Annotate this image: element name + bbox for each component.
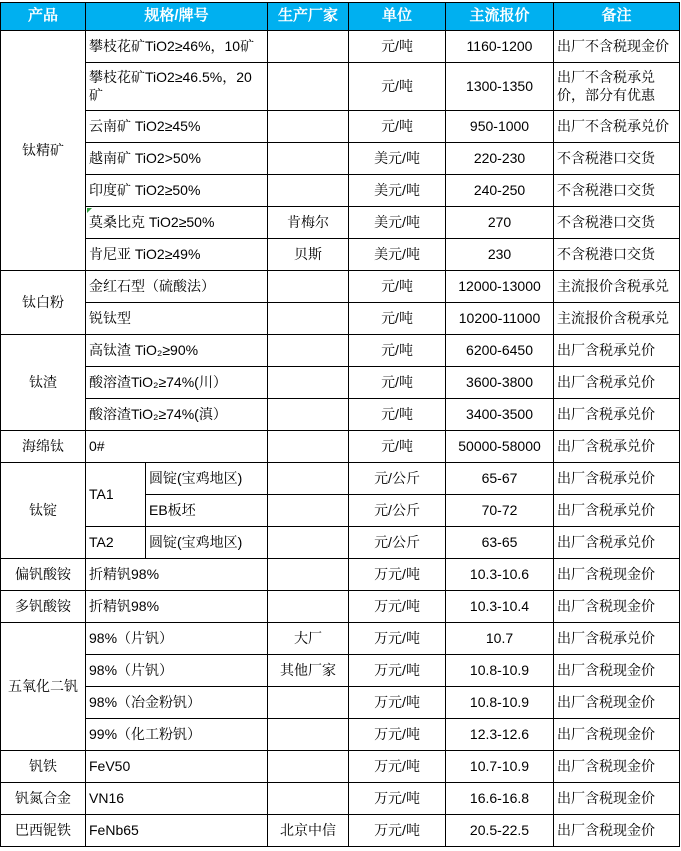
col-header-spec: 规格/牌号 (86, 3, 268, 31)
unit-cell: 万元/吨 (349, 623, 446, 655)
price-cell: 10200-11000 (446, 303, 554, 335)
note-cell: 出厂含税现金价 (554, 783, 680, 815)
price-cell: 65-67 (446, 463, 554, 495)
table-row (1, 431, 680, 463)
spec-cell: 98%（片钒） (86, 655, 268, 687)
manufacturer-cell (268, 719, 349, 751)
manufacturer-cell (268, 335, 349, 367)
manufacturer-cell: 肯梅尔 (268, 207, 349, 239)
price-cell: 10.8-10.9 (446, 687, 554, 719)
table-row (1, 751, 680, 783)
note-cell: 出厂不含税承兑价 (554, 111, 680, 143)
unit-cell: 万元/吨 (349, 687, 446, 719)
table-row (1, 463, 680, 495)
note-cell: 出厂含税承兑价 (554, 495, 680, 527)
table-row (1, 623, 680, 655)
table-row (1, 367, 680, 399)
product-group-cell: 钛精矿 (1, 31, 86, 271)
manufacturer-cell: 大厂 (268, 623, 349, 655)
cell-comment-flag-icon (87, 208, 92, 213)
price-cell: 10.7-10.9 (446, 751, 554, 783)
col-header-manufacturer: 生产厂家 (268, 3, 349, 31)
spec-cell: 98%（片钒） (86, 623, 268, 655)
table-row (1, 303, 680, 335)
spec-cell: EB板坯 (146, 495, 268, 527)
note-cell: 出厂不含税承兑价，部分有优惠 (554, 63, 680, 111)
manufacturer-cell (268, 63, 349, 111)
unit-cell: 万元/吨 (349, 559, 446, 591)
spec-cell: 0# (86, 431, 268, 463)
product-group-cell: 钛渣 (1, 335, 86, 431)
note-cell: 主流报价含税承兑 (554, 271, 680, 303)
spec-cell: 攀枝花矿TiO2≥46%，10矿 (86, 31, 268, 63)
manufacturer-cell (268, 111, 349, 143)
spec-cell: 折精钒98% (86, 591, 268, 623)
unit-cell: 元/吨 (349, 303, 446, 335)
unit-cell: 元/吨 (349, 63, 446, 111)
manufacturer-cell (268, 367, 349, 399)
table-row (1, 143, 680, 175)
manufacturer-cell (268, 175, 349, 207)
note-cell: 出厂含税现金价 (554, 751, 680, 783)
note-cell: 出厂含税承兑价 (554, 367, 680, 399)
note-cell: 出厂含税现金价 (554, 719, 680, 751)
price-cell: 3600-3800 (446, 367, 554, 399)
table-row (1, 655, 680, 687)
unit-cell: 万元/吨 (349, 655, 446, 687)
manufacturer-cell (268, 303, 349, 335)
unit-cell: 万元/吨 (349, 751, 446, 783)
table-row (1, 399, 680, 431)
price-cell: 230 (446, 239, 554, 271)
table-row (1, 63, 680, 111)
table-row (1, 687, 680, 719)
unit-cell: 元/吨 (349, 335, 446, 367)
spec-cell: 云南矿 TiO2≥45% (86, 111, 268, 143)
note-cell: 出厂含税承兑价 (554, 335, 680, 367)
spec-cell (86, 207, 268, 239)
manufacturer-cell: 其他厂家 (268, 655, 349, 687)
note-cell: 不含税港口交货 (554, 143, 680, 175)
grade-cell: TA2 (86, 527, 146, 559)
table-row (1, 559, 680, 591)
note-cell: 主流报价含税承兑 (554, 303, 680, 335)
note-cell: 出厂含税现金价 (554, 655, 680, 687)
price-cell: 1300-1350 (446, 63, 554, 111)
product-group-cell: 钛白粉 (1, 271, 86, 335)
unit-cell: 元/公斤 (349, 527, 446, 559)
col-header-price: 主流报价 (446, 3, 554, 31)
spec-cell: 金红石型（硫酸法） (86, 271, 268, 303)
note-cell: 不含税港口交货 (554, 175, 680, 207)
price-cell: 6200-6450 (446, 335, 554, 367)
table-row (1, 239, 680, 271)
manufacturer-cell (268, 463, 349, 495)
header-row (1, 3, 680, 31)
unit-cell: 万元/吨 (349, 815, 446, 847)
price-cell: 270 (446, 207, 554, 239)
price-cell: 50000-58000 (446, 431, 554, 463)
unit-cell: 元/公斤 (349, 495, 446, 527)
spec-cell: 锐钛型 (86, 303, 268, 335)
table-row (1, 815, 680, 847)
manufacturer-cell (268, 399, 349, 431)
spec-cell: 高钛渣 TiO₂≥90% (86, 335, 268, 367)
spec-cell: 折精钒98% (86, 559, 268, 591)
unit-cell: 美元/吨 (349, 175, 446, 207)
unit-cell: 元/吨 (349, 431, 446, 463)
table-row (1, 31, 680, 63)
note-cell: 出厂含税承兑价 (554, 623, 680, 655)
price-cell: 3400-3500 (446, 399, 554, 431)
spec-cell: 圆锭(宝鸡地区) (146, 527, 268, 559)
spec-cell: 酸溶渣TiO₂≥74%(滇） (86, 399, 268, 431)
grade-cell: TA1 (86, 463, 146, 527)
note-cell: 出厂含税现金价 (554, 815, 680, 847)
price-table (0, 2, 680, 847)
spec-cell: VN16 (86, 783, 268, 815)
unit-cell: 万元/吨 (349, 719, 446, 751)
manufacturer-cell (268, 527, 349, 559)
note-cell: 不含税港口交货 (554, 207, 680, 239)
price-cell: 16.6-16.8 (446, 783, 554, 815)
product-group-cell: 钒氮合金 (1, 783, 86, 815)
price-cell: 10.3-10.4 (446, 591, 554, 623)
manufacturer-cell (268, 559, 349, 591)
product-group-cell: 多钒酸铵 (1, 591, 86, 623)
page (0, 2, 681, 851)
unit-cell: 元/吨 (349, 399, 446, 431)
note-cell: 出厂含税承兑价 (554, 399, 680, 431)
price-cell: 240-250 (446, 175, 554, 207)
unit-cell: 元/吨 (349, 31, 446, 63)
spec-cell: 98%（冶金粉钒） (86, 687, 268, 719)
price-cell: 70-72 (446, 495, 554, 527)
product-group-cell: 五氧化二钒 (1, 623, 86, 751)
unit-cell: 美元/吨 (349, 239, 446, 271)
spec-cell: 攀枝花矿TiO2≥46.5%，20矿 (86, 63, 268, 111)
note-cell: 出厂含税承兑价 (554, 527, 680, 559)
col-header-note: 备注 (554, 3, 680, 31)
table-row (1, 111, 680, 143)
spec-cell: FeV50 (86, 751, 268, 783)
unit-cell: 元/吨 (349, 367, 446, 399)
unit-cell: 美元/吨 (349, 207, 446, 239)
table-row (1, 175, 680, 207)
table-row (1, 207, 680, 239)
price-cell: 12.3-12.6 (446, 719, 554, 751)
unit-cell: 万元/吨 (349, 783, 446, 815)
table-row (1, 719, 680, 751)
price-cell: 10.3-10.6 (446, 559, 554, 591)
manufacturer-cell (268, 31, 349, 63)
unit-cell: 美元/吨 (349, 143, 446, 175)
manufacturer-cell (268, 751, 349, 783)
table-row (1, 271, 680, 303)
note-cell: 出厂含税现金价 (554, 591, 680, 623)
manufacturer-cell (268, 271, 349, 303)
note-cell: 出厂含税承兑价 (554, 463, 680, 495)
note-cell: 出厂不含税现金价 (554, 31, 680, 63)
col-header-product: 产品 (1, 3, 86, 31)
spec-cell: FeNb65 (86, 815, 268, 847)
manufacturer-cell (268, 783, 349, 815)
product-group-cell: 巴西铌铁 (1, 815, 86, 847)
manufacturer-cell (268, 143, 349, 175)
unit-cell: 万元/吨 (349, 591, 446, 623)
table-row (1, 591, 680, 623)
spec-cell: 酸溶渣TiO₂≥74%(川） (86, 367, 268, 399)
price-cell: 950-1000 (446, 111, 554, 143)
spec-cell: 印度矿 TiO2≥50% (86, 175, 268, 207)
product-group-cell: 钒铁 (1, 751, 86, 783)
spec-cell: 99%（化工粉钒） (86, 719, 268, 751)
price-cell: 20.5-22.5 (446, 815, 554, 847)
note-cell: 出厂含税现金价 (554, 687, 680, 719)
price-cell: 10.7 (446, 623, 554, 655)
note-cell: 出厂含税承兑价 (554, 431, 680, 463)
price-cell: 63-65 (446, 527, 554, 559)
spec-cell: 圆锭(宝鸡地区) (146, 463, 268, 495)
price-cell: 1160-1200 (446, 31, 554, 63)
note-cell: 不含税港口交货 (554, 239, 680, 271)
manufacturer-cell (268, 495, 349, 527)
unit-cell: 元/吨 (349, 111, 446, 143)
price-cell: 10.8-10.9 (446, 655, 554, 687)
manufacturer-cell: 北京中信 (268, 815, 349, 847)
col-header-unit: 单位 (349, 3, 446, 31)
table-row (1, 335, 680, 367)
table-row (1, 527, 680, 559)
price-cell: 12000-13000 (446, 271, 554, 303)
spec-cell: 肯尼亚 TiO2≥49% (86, 239, 268, 271)
manufacturer-cell (268, 431, 349, 463)
product-group-cell: 偏钒酸铵 (1, 559, 86, 591)
spec-text: 莫桑比克 TiO2≥50% (89, 213, 215, 230)
product-group-cell: 海绵钛 (1, 431, 86, 463)
unit-cell: 元/吨 (349, 271, 446, 303)
manufacturer-cell: 贝斯 (268, 239, 349, 271)
note-cell: 出厂含税现金价 (554, 559, 680, 591)
manufacturer-cell (268, 591, 349, 623)
product-group-cell: 钛锭 (1, 463, 86, 559)
table-row (1, 783, 680, 815)
price-cell: 220-230 (446, 143, 554, 175)
spec-cell: 越南矿 TiO2>50% (86, 143, 268, 175)
unit-cell: 元/公斤 (349, 463, 446, 495)
manufacturer-cell (268, 687, 349, 719)
